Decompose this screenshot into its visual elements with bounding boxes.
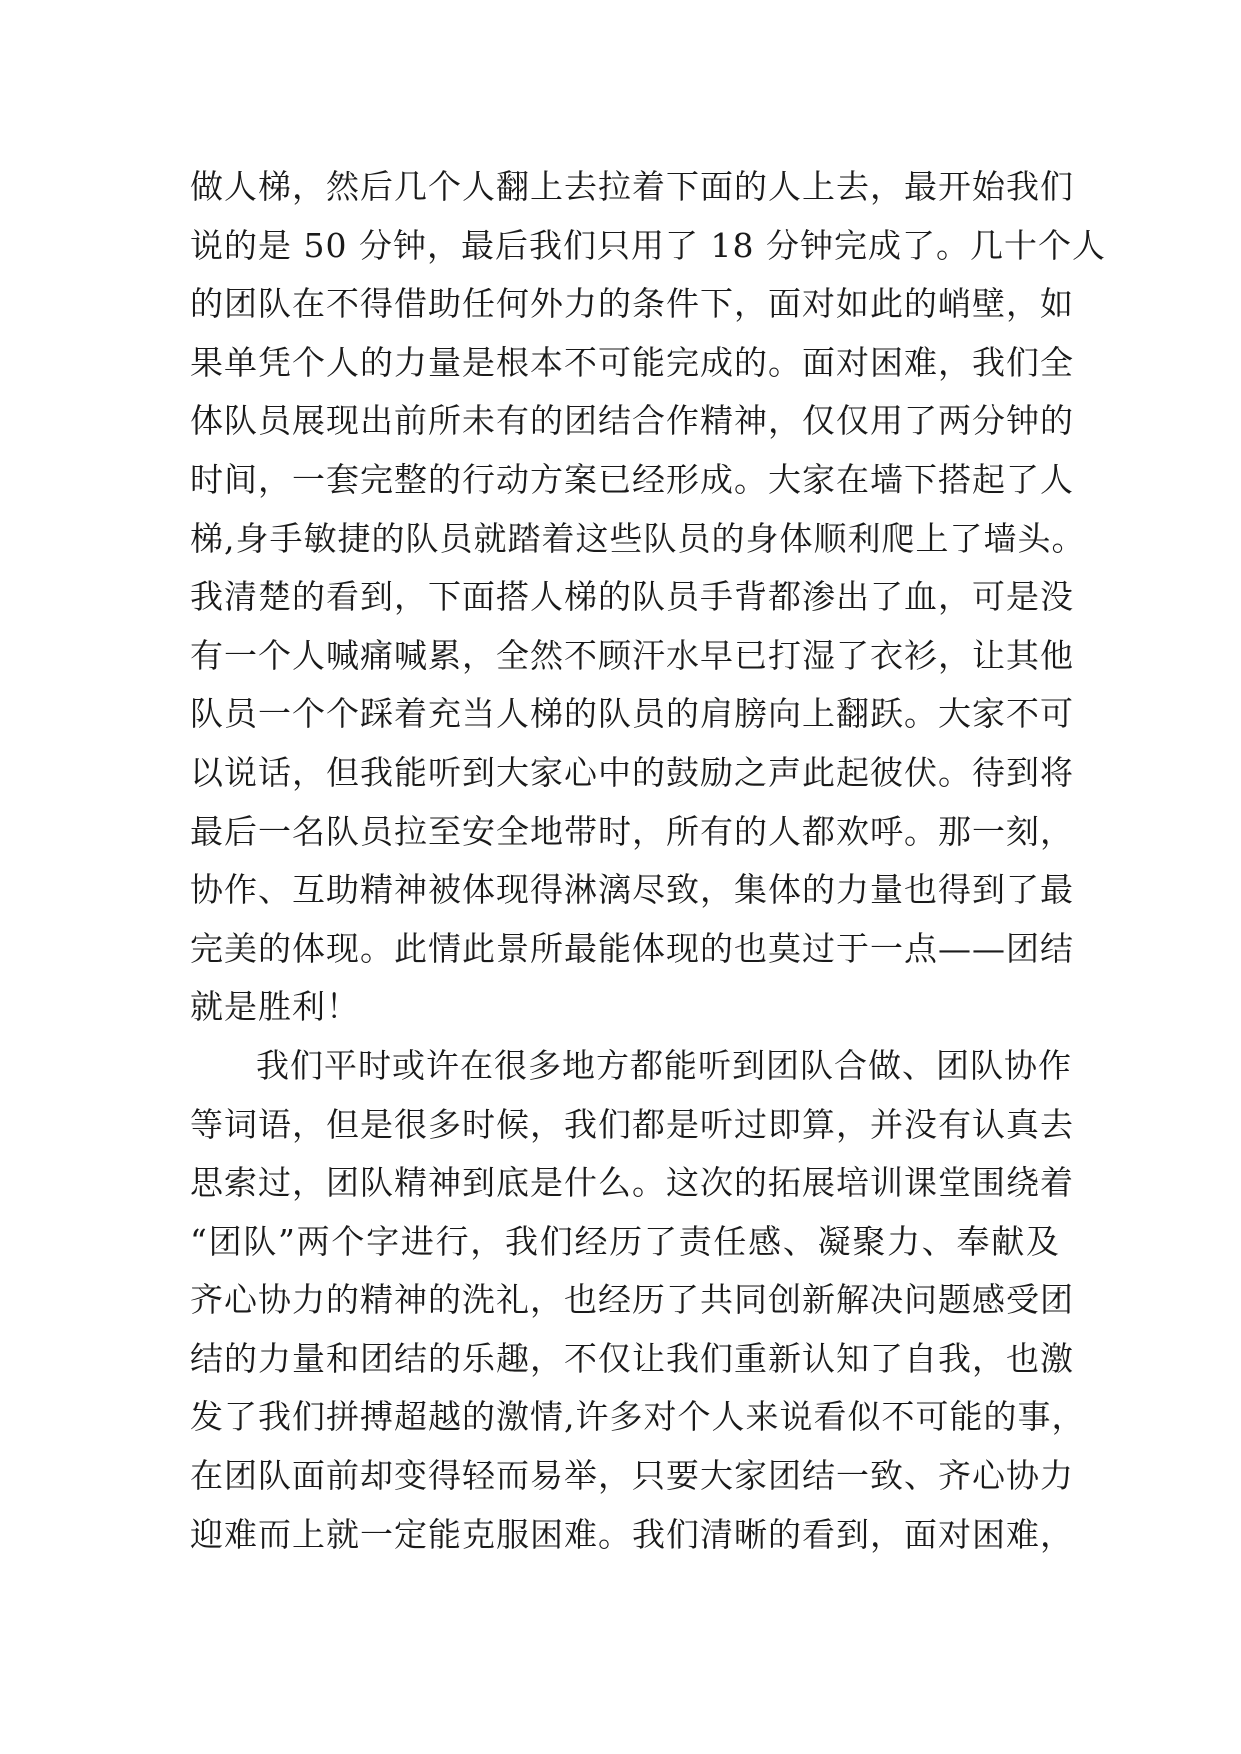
- text-line: “团队”两个字进行，我们经历了责任感、凝聚力、奉献及: [190, 1221, 1060, 1261]
- text-line: 说的是 50 分钟，最后我们只用了 18 分钟完成了。几十个人: [190, 225, 1106, 265]
- text-line: 做人梯，然后几个人翻上去拉着下面的人上去，最开始我们: [190, 167, 1074, 206]
- text-line: 体队员展现出前所未有的团结合作精神，仅仅用了两分钟的: [190, 401, 1074, 441]
- text-line: 果单凭个人的力量是根本不可能完成的。面对困难，我们全: [190, 342, 1074, 382]
- text-line: 齐心协力的精神的洗礼，也经历了共同创新解决问题感受团: [190, 1280, 1074, 1320]
- text-line: 在团队面前却变得轻而易举，只要大家团结一致、齐心协力: [190, 1456, 1074, 1496]
- text-line: 迎难而上就一定能克服困难。我们清晰的看到，面对困难，: [190, 1514, 1074, 1554]
- text-line: 队员一个个踩着充当人梯的队员的肩膀向上翻跃。大家不可: [190, 694, 1074, 734]
- text-line: 梯,身手敏捷的队员就踏着这些队员的身体顺利爬上了墙头。: [190, 518, 1086, 558]
- text-line: 等词语，但是很多时候，我们都是听过即算，并没有认真去: [190, 1104, 1074, 1144]
- text-line: 思索过，团队精神到底是什么。这次的拓展培训课堂围绕着: [190, 1163, 1074, 1203]
- text-line: 我清楚的看到，下面搭人梯的队员手背都渗出了血，可是没: [190, 577, 1074, 617]
- text-line: 协作、互助精神被体现得淋漓尽致，集体的力量也得到了最: [190, 870, 1074, 910]
- text-line: 以说话，但我能听到大家心中的鼓励之声此起彼伏。待到将: [190, 752, 1074, 792]
- text-line: 完美的体现。此情此景所最能体现的也莫过于一点——团结: [190, 928, 1074, 968]
- body-text: [190, 158, 1106, 1564]
- text-line: 的团队在不得借助任何外力的条件下，面对如此的峭壁，如: [190, 284, 1074, 324]
- text-line: 发了我们拼搏超越的激情,许多对个人来说看似不可能的事，: [190, 1397, 1086, 1437]
- text-line: 有一个人喊痛喊累，全然不顾汗水早已打湿了衣衫，让其他: [190, 635, 1074, 675]
- paragraph-first-line: 我们平时或许在很多地方都能听到团队合做、团队协作: [256, 1045, 1072, 1085]
- text-line: 就是胜利！: [190, 987, 360, 1027]
- text-line: 最后一名队员拉至安全地带时，所有的人都欢呼。那一刻，: [190, 811, 1074, 851]
- text-line: 结的力量和团结的乐趣，不仅让我们重新认知了自我，也激: [190, 1338, 1074, 1378]
- text-line: 时间，一套完整的行动方案已经形成。大家在墙下搭起了人: [190, 459, 1074, 499]
